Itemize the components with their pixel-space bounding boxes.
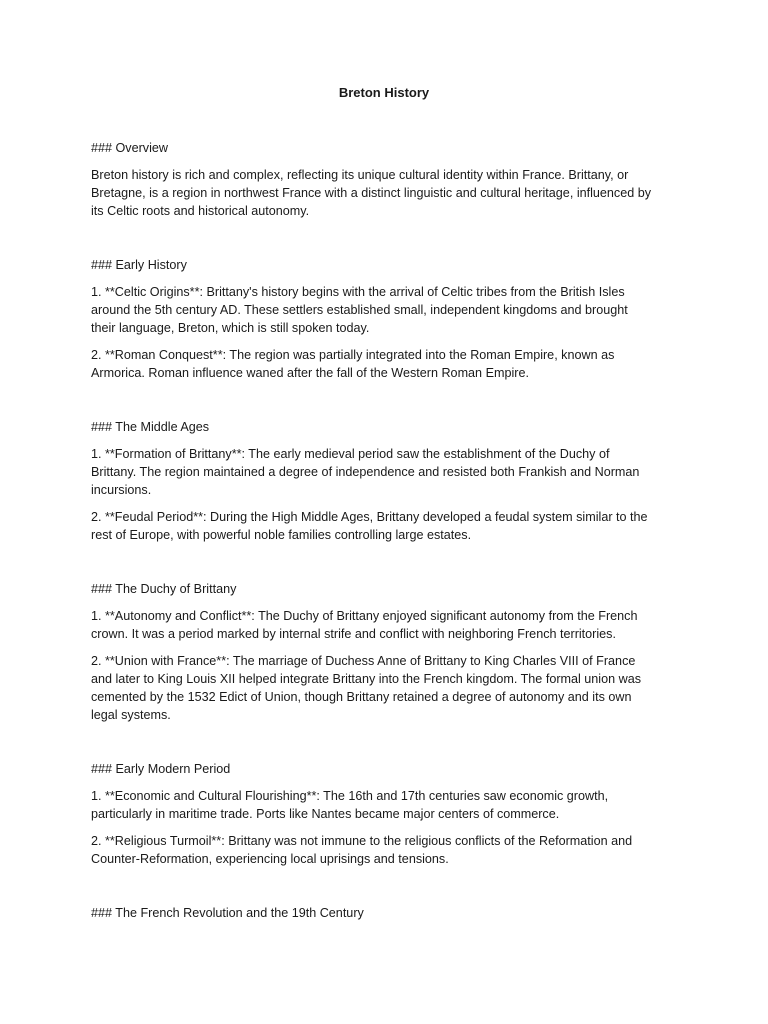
paragraph — [91, 283, 683, 337]
section-early-history — [91, 256, 683, 382]
paragraph — [91, 787, 683, 823]
section-middle-ages — [91, 418, 683, 544]
section-heading: ### The French Revolution and the 19th Century — [91, 906, 364, 920]
paragraph-line: 2. **Feudal Period**: During the High Middle Ages, Brittany developed a feudal system similar to the — [91, 510, 648, 524]
section-heading: ### Overview — [91, 141, 168, 155]
paragraph-line: and later to King Louis XII helped integrate Brittany into the French kingdom. The formal union was — [91, 672, 642, 686]
section-overview — [91, 139, 683, 220]
paragraph-line: 2. **Roman Conquest**: The region was partially integrated into the Roman Empire, known as — [91, 348, 615, 362]
paragraph-line: crown. It was a period marked by internal strife and conflict with neighboring French territories. — [91, 627, 616, 641]
paragraph-line: incursions. — [91, 483, 152, 497]
paragraph-line: around the 5th century AD. These settlers established small, independent kingdoms and brought — [91, 303, 628, 317]
section-duchy-of-brittany — [91, 580, 683, 724]
document-title: Breton History — [338, 85, 430, 100]
paragraph-line: Counter-Reformation, experiencing local uprisings and tensions. — [91, 852, 449, 866]
paragraph-line: 1. **Autonomy and Conflict**: The Duchy of Brittany enjoyed significant autonomy from the French — [91, 609, 638, 623]
section-french-revolution — [91, 904, 683, 922]
paragraph — [91, 652, 683, 724]
section-heading: ### The Duchy of Brittany — [91, 582, 237, 596]
paragraph-line: 1. **Economic and Cultural Flourishing**: The 16th and 17th centuries saw economic growth, — [91, 789, 609, 803]
paragraph-line: cemented by the 1532 Edict of Union, though Brittany retained a degree of autonomy and its own — [91, 690, 632, 704]
paragraph-line: Brittany. The region maintained a degree of independence and resisted both Frankish and Norman — [91, 465, 640, 479]
paragraph — [91, 445, 683, 499]
paragraph-line: particularly in maritime trade. Ports like Nantes became major centers of commerce. — [91, 807, 560, 821]
paragraph-line: legal systems. — [91, 708, 171, 722]
paragraph-line: Bretagne, is a region in northwest France with a distinct linguistic and cultural heritage, influenced by — [91, 186, 652, 200]
section-heading: ### The Middle Ages — [91, 420, 210, 434]
paragraph — [91, 832, 683, 868]
paragraph-line: Armorica. Roman influence waned after the fall of the Western Roman Empire. — [91, 366, 529, 380]
paragraph-line: 1. **Celtic Origins**: Brittany's history begins with the arrival of Celtic tribes from the British Isles — [91, 285, 625, 299]
paragraph-line: 2. **Union with France**: The marriage of Duchess Anne of Brittany to King Charles VIII of France — [91, 654, 636, 668]
document-body — [91, 139, 683, 922]
section-heading: ### Early History — [91, 258, 187, 272]
paragraph-line: 2. **Religious Turmoil**: Brittany was not immune to the religious conflicts of the Reformation and — [91, 834, 633, 848]
paragraph-line: Breton history is rich and complex, reflecting its unique cultural identity within France. Brittany, or — [91, 168, 629, 182]
paragraph-line: their language, Breton, which is still spoken today. — [91, 321, 370, 335]
section-early-modern-period — [91, 760, 683, 868]
paragraph — [91, 607, 683, 643]
paragraph — [91, 508, 683, 544]
paragraph — [91, 346, 683, 382]
paragraph-line: its Celtic roots and historical autonomy. — [91, 204, 310, 218]
paragraph-line: rest of Europe, with powerful noble families controlling large estates. — [91, 528, 472, 542]
section-heading: ### Early Modern Period — [91, 762, 231, 776]
paragraph — [91, 166, 683, 220]
paragraph-line: 1. **Formation of Brittany**: The early medieval period saw the establishment of the Duchy of — [91, 447, 610, 461]
